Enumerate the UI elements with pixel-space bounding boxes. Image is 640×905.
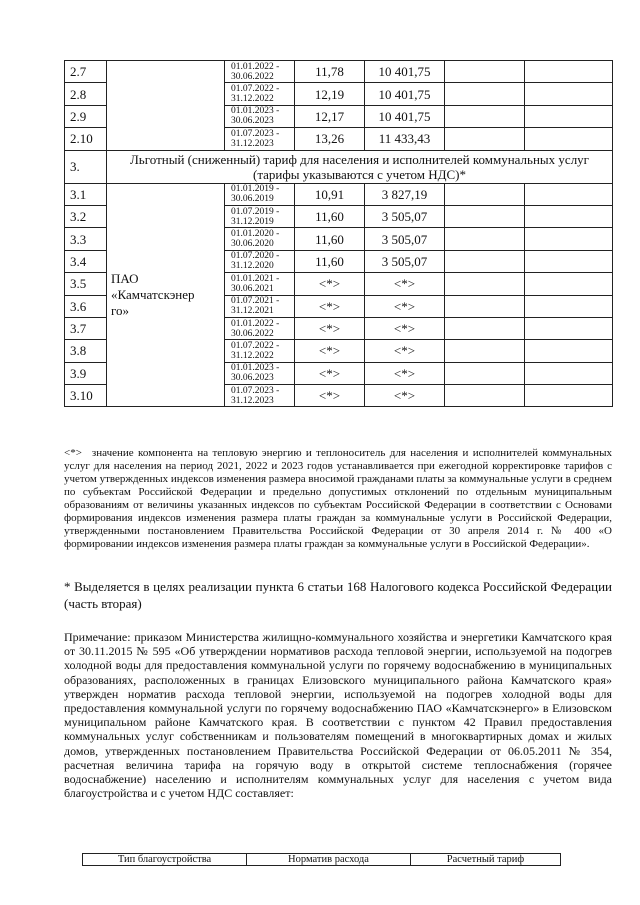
energy-value: <*> — [365, 273, 445, 295]
footnote-angle-star — [64, 447, 612, 551]
footnote-text: значение компонента на тепловую энергию и теплоноситель для населения и исполнителей коммунальных услуг для населения на период 2021, 2022 и 2023 годов устанавливается при ежегодной корректировке тарифов с учетом утвержденных индексов изменения размера вносимой гражданами платы за коммунальные услуги в среднем по субъектам Российской Федерации и предельно допустимых отклонений по отдельным муниципальным образованиям от величины указанных индексов по субъектам Российской Федерации в соответствии с Основами формирования индексов изменения размера платы граждан за коммунальные услуги в Российской Федерации, утвержденными постановлением Правительства Российской Федерации от 30 апреля 2014 г. № 400 «О формировании индексов изменения размера платы граждан за коммунальные услуги в Российской Федерации». — [64, 447, 613, 550]
note-paragraph: Примечание: приказом Министерства жилищно-коммунального хозяйства и энергетики Камчатского края от 30.11.2015 № 595 «Об утверждении нормативов расхода тепловой энергии, используемой на подогрев холодной воды для предоставления коммунальной услуги по горячему водоснабжению в муниципальных образованиях, расположенных в границах Елизовского муниципального района Камчатского края» утвержден норматив расхода тепловой энергии, используемой на подогрев холодной воды для предоставления коммунальной услуги по горячему водоснабжению ПАО «Камчатскэнерго» в Елизовском муниципальном районе Камчатского края. В соответствии с пунктом 42 Правил предоставления коммунальных услуг собственникам и пользователям помещений в многоквартирных домах и жилых домов, утвержденных постановлением Правительства Российской Федерации от 06.05.2011 № 354, расчетная величина тарифа на горячую воду в открытой системе теплоснабжения (горячее водоснабжение) населению и исполнителям коммунальных услуг для населения с учетом вида благоустройства и с учетом НДС составляет: — [64, 630, 612, 801]
empty-cell — [525, 340, 613, 362]
row-number: 3.5 — [65, 273, 107, 295]
period-cell: 01.01.2022 - 30.06.2022 — [225, 317, 295, 339]
empty-cell — [445, 183, 525, 205]
period-cell: 01.01.2023 - 30.06.2023 — [225, 362, 295, 384]
component-value: <*> — [295, 385, 365, 407]
period-cell: 01.07.2022 - 31.12.2022 — [225, 83, 295, 105]
empty-cell — [525, 317, 613, 339]
empty-cell — [445, 105, 525, 127]
period-cell: 01.07.2023 - 31.12.2023 — [225, 128, 295, 150]
period-cell: 01.01.2020 - 30.06.2020 — [225, 228, 295, 250]
empty-cell — [525, 83, 613, 105]
empty-cell — [445, 317, 525, 339]
period-cell: 01.01.2022 - 30.06.2022 — [225, 61, 295, 83]
footnote-mark: <*> — [64, 447, 82, 459]
row-number: 3.7 — [65, 317, 107, 339]
empty-cell — [525, 105, 613, 127]
row-number: 2.10 — [65, 128, 107, 150]
footnote-star: * Выделяется в целях реализации пункта 6 статьи 168 Налогового кодекса Российской Федерации (часть вторая) — [64, 579, 612, 611]
empty-cell — [525, 61, 613, 83]
component-value: 11,60 — [295, 228, 365, 250]
bottom-table — [82, 853, 561, 866]
energy-value: <*> — [365, 385, 445, 407]
section-number: 3. — [65, 150, 107, 183]
row-number: 3.2 — [65, 205, 107, 227]
energy-value: 10 401,75 — [365, 83, 445, 105]
empty-cell — [525, 385, 613, 407]
period-cell: 01.07.2022 - 31.12.2022 — [225, 340, 295, 362]
empty-cell — [445, 385, 525, 407]
header-calculated-tariff: Расчетный тариф — [411, 854, 561, 866]
component-value: <*> — [295, 273, 365, 295]
row-number: 3.10 — [65, 385, 107, 407]
component-value: <*> — [295, 362, 365, 384]
empty-cell — [525, 205, 613, 227]
period-cell: 01.07.2023 - 31.12.2023 — [225, 385, 295, 407]
header-improvement-type: Тип благоустройства — [83, 854, 247, 866]
energy-value: <*> — [365, 340, 445, 362]
empty-cell — [445, 228, 525, 250]
empty-cell — [525, 183, 613, 205]
row-number: 2.7 — [65, 61, 107, 83]
component-value: 13,26 — [295, 128, 365, 150]
empty-cell — [445, 128, 525, 150]
row-number: 2.9 — [65, 105, 107, 127]
energy-value: <*> — [365, 362, 445, 384]
component-value: 12,17 — [295, 105, 365, 127]
empty-cell — [445, 83, 525, 105]
period-cell: 01.07.2019 - 31.12.2019 — [225, 205, 295, 227]
row-number: 3.4 — [65, 250, 107, 272]
energy-value: <*> — [365, 317, 445, 339]
period-cell: 01.07.2020 - 31.12.2020 — [225, 250, 295, 272]
energy-value: 3 505,07 — [365, 228, 445, 250]
empty-cell — [445, 205, 525, 227]
energy-value: 10 401,75 — [365, 61, 445, 83]
component-value: <*> — [295, 340, 365, 362]
table-header-row — [83, 854, 561, 866]
empty-cell — [525, 250, 613, 272]
empty-cell — [525, 228, 613, 250]
table-row — [65, 183, 613, 205]
row-number: 3.3 — [65, 228, 107, 250]
row-number: 3.1 — [65, 183, 107, 205]
period-cell: 01.07.2021 - 31.12.2021 — [225, 295, 295, 317]
empty-cell — [445, 340, 525, 362]
component-value: 12,19 — [295, 83, 365, 105]
component-value: <*> — [295, 317, 365, 339]
energy-value: 3 505,07 — [365, 250, 445, 272]
empty-cell — [525, 128, 613, 150]
empty-cell — [445, 61, 525, 83]
row-number: 3.6 — [65, 295, 107, 317]
period-cell: 01.01.2021 - 30.06.2021 — [225, 273, 295, 295]
component-value: 10,91 — [295, 183, 365, 205]
empty-cell — [445, 250, 525, 272]
period-cell: 01.01.2023 - 30.06.2023 — [225, 105, 295, 127]
organization-name: ПАО «Камчатскэнер го» — [107, 183, 225, 407]
section-title: Льготный (сниженный) тариф для населения и исполнителей коммунальных услуг (тарифы указываются с учетом НДС)* — [107, 150, 613, 183]
energy-value: 11 433,43 — [365, 128, 445, 150]
component-value: 11,78 — [295, 61, 365, 83]
energy-value: <*> — [365, 295, 445, 317]
org-cell-empty — [107, 61, 225, 151]
component-value: 11,60 — [295, 205, 365, 227]
row-number: 3.9 — [65, 362, 107, 384]
component-value: 11,60 — [295, 250, 365, 272]
tariff-table — [64, 60, 613, 407]
energy-value: 10 401,75 — [365, 105, 445, 127]
empty-cell — [525, 295, 613, 317]
energy-value: 3 505,07 — [365, 205, 445, 227]
section-header-row — [65, 150, 613, 183]
empty-cell — [445, 295, 525, 317]
row-number: 2.8 — [65, 83, 107, 105]
table-row — [65, 61, 613, 83]
empty-cell — [525, 362, 613, 384]
period-cell: 01.01.2019 - 30.06.2019 — [225, 183, 295, 205]
header-consumption-norm: Норматив расхода — [247, 854, 411, 866]
row-number: 3.8 — [65, 340, 107, 362]
component-value: <*> — [295, 295, 365, 317]
empty-cell — [445, 273, 525, 295]
empty-cell — [525, 273, 613, 295]
empty-cell — [445, 362, 525, 384]
energy-value: 3 827,19 — [365, 183, 445, 205]
